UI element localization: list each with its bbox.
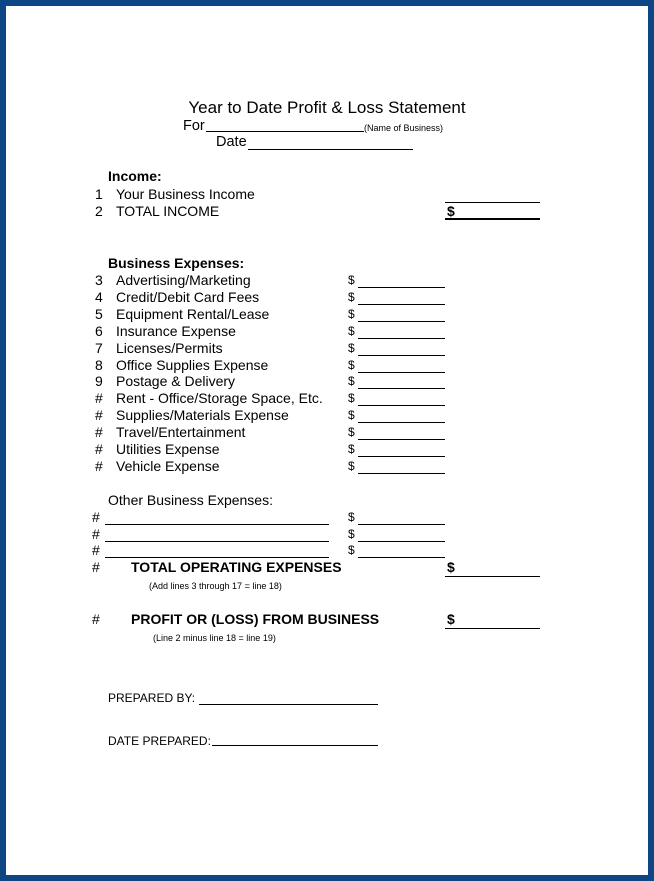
row-num: 9 [95,373,103,390]
prepared-by-label: PREPARED BY: [108,691,196,705]
row-num: # [95,407,103,424]
dollar-sign: $ [348,323,355,338]
row-num: 8 [95,356,103,373]
business-income-amount-line[interactable] [445,202,540,203]
expense-row-label: Equipment Rental/Lease [116,305,270,322]
dollar-sign: $ [348,510,355,524]
dollar-sign: $ [447,559,455,575]
expense-amount-line[interactable] [358,355,445,356]
profit-loss-label: PROFIT OR (LOSS) FROM BUSINESS [131,611,380,627]
other-expense-description-line[interactable] [105,524,329,525]
row-num: # [92,611,100,627]
row-num: 2 [95,203,103,219]
date-line[interactable] [248,149,413,150]
total-operating-amount-line[interactable] [445,576,540,577]
prepared-by-line[interactable] [199,704,378,705]
expense-row-label: Licenses/Permits [116,339,223,356]
dollar-sign: $ [348,340,355,355]
income-heading: Income: [108,168,162,184]
row-num: # [95,441,103,457]
dollar-sign: $ [348,526,355,541]
dollar-sign: $ [348,543,355,557]
row-num: 4 [95,288,103,305]
expense-amount-line[interactable] [358,304,445,305]
total-operating-note: (Add lines 3 through 17 = line 18) [149,581,282,591]
income-row-label: Your Business Income [116,186,255,202]
form-title: Year to Date Profit & Loss Statement [188,98,466,117]
other-expense-description-line[interactable] [105,557,329,558]
row-num: 6 [95,322,103,339]
dollar-sign: $ [348,289,355,304]
expense-amount-line[interactable] [358,287,445,288]
row-num: # [92,509,100,525]
dollar-sign: $ [348,442,355,456]
for-label: For [183,118,205,134]
dollar-sign: $ [447,203,455,219]
dollar-sign: $ [348,374,355,389]
date-prepared-label: DATE PREPARED: [108,734,211,748]
row-num: # [95,390,103,407]
dollar-sign: $ [348,357,355,372]
expense-row-label: Office Supplies Expense [116,356,269,373]
expense-row-label: Utilities Expense [116,441,220,457]
dollar-sign: $ [348,458,355,473]
dollar-sign: $ [348,306,355,321]
expense-amount-line[interactable] [358,422,445,423]
row-num: # [95,424,103,441]
date-prepared-line[interactable] [212,745,378,746]
expense-amount-line[interactable] [358,338,445,339]
expense-row-label: Advertising/Marketing [116,272,251,288]
expense-row-label: Rent - Office/Storage Space, Etc. [116,390,323,407]
date-label: Date [216,134,247,150]
expense-row-label: Vehicle Expense [116,457,220,474]
profit-loss-note: (Line 2 minus line 18 = line 19) [153,633,276,643]
total-income-amount-line[interactable] [445,218,540,220]
row-num: 5 [95,305,103,322]
other-expense-description-line[interactable] [105,541,329,542]
other-expense-amount-line[interactable] [358,524,445,525]
row-num: # [92,559,100,575]
expense-amount-line[interactable] [358,372,445,373]
row-num: 1 [95,186,103,202]
expense-amount-line[interactable] [358,405,445,406]
expense-row-label: Postage & Delivery [116,373,236,390]
expense-row-label: Supplies/Materials Expense [116,407,289,424]
other-expenses-heading: Other Business Expenses: [108,492,273,508]
expense-amount-line[interactable] [358,321,445,322]
dollar-sign: $ [348,273,355,287]
row-num: 3 [95,272,103,288]
other-expense-amount-line[interactable] [358,557,445,558]
row-num: 7 [95,339,103,356]
expense-amount-line[interactable] [358,388,445,389]
expense-amount-line[interactable] [358,456,445,457]
expense-amount-line[interactable] [358,473,445,474]
row-num: # [92,542,100,558]
row-num: # [92,525,100,542]
total-operating-expenses-label: TOTAL OPERATING EXPENSES [131,559,342,575]
dollar-sign: $ [348,425,355,440]
other-expense-amount-line[interactable] [358,541,445,542]
profit-loss-amount-line[interactable] [445,628,540,629]
dollar-sign: $ [348,391,355,406]
business-expenses-heading: Business Expenses: [108,255,245,271]
row-num: # [95,457,103,474]
total-income-label: TOTAL INCOME [116,203,220,219]
business-name-line[interactable] [206,131,364,132]
expense-row-label: Travel/Entertainment [116,424,246,441]
dollar-sign: $ [447,611,455,627]
name-of-business-hint: (Name of Business) [364,123,444,133]
expense-row-label: Insurance Expense [116,322,236,339]
expense-amount-line[interactable] [358,439,445,440]
dollar-sign: $ [348,408,355,423]
expense-row-label: Credit/Debit Card Fees [116,288,260,305]
